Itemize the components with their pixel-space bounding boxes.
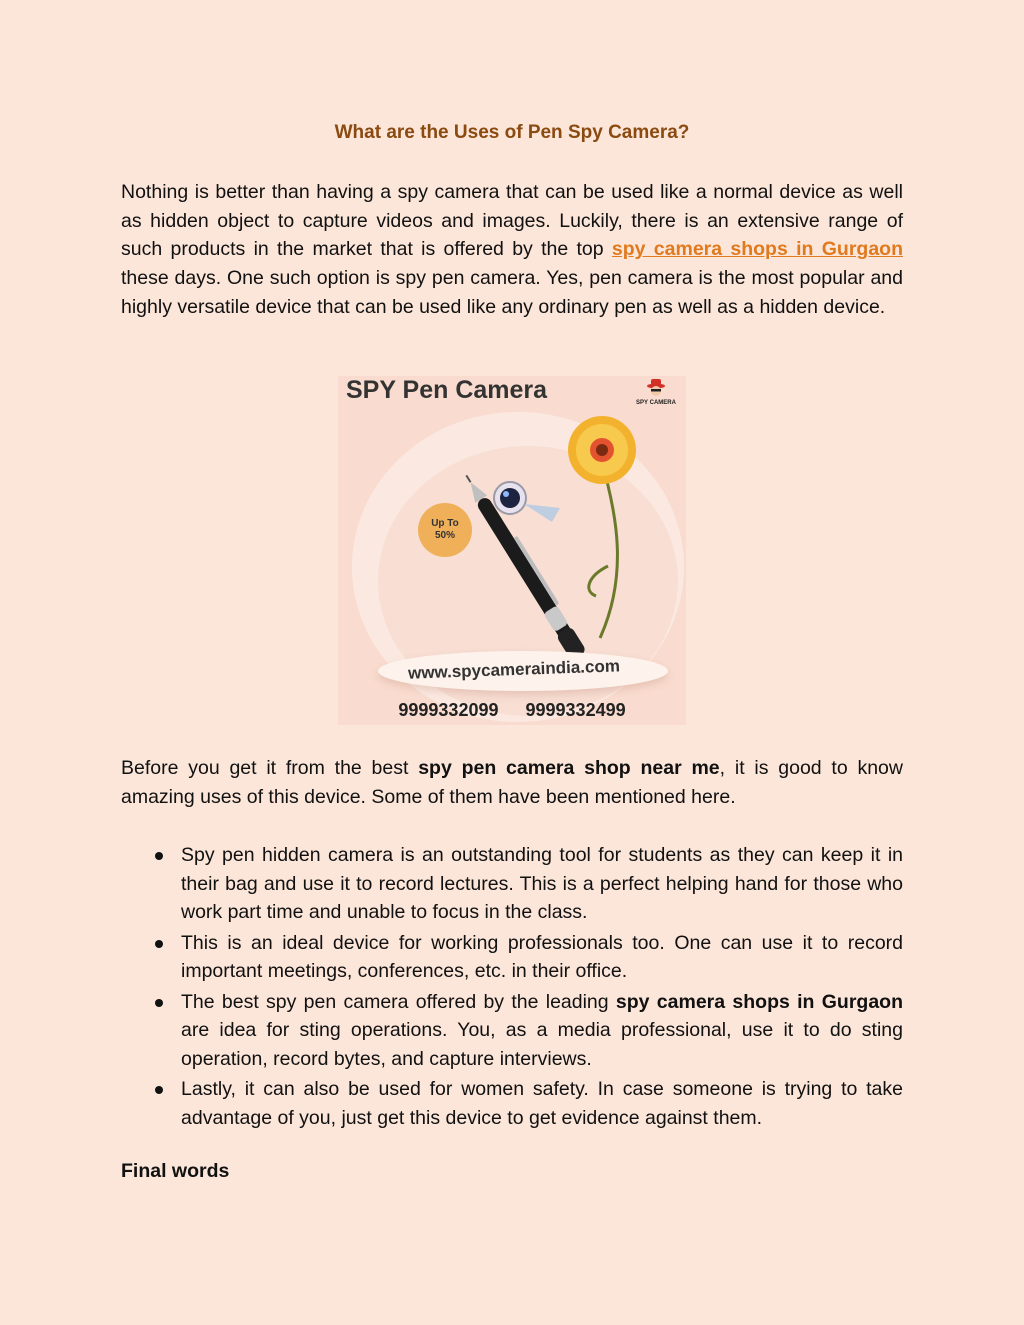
second-paragraph-start: Before you get it from the best [121,757,419,779]
discount-badge-line1: Up To [431,518,459,529]
intro-text-start: Nothing is better than having a spy camera that can be used like a normal device as well as hidden object to capture videos and images. Luckily, there is an extensive range of such products in the market that is offered by the top [121,181,903,261]
uses-list [121,841,903,1134]
bullet-icon [155,999,163,1007]
second-paragraph-bold: spy pen camera shop near me [418,757,720,779]
list-item-text-end: are idea for sting operations. You, as a media professional, use it to do sting operation, record bytes, and capture interviews. [181,1019,903,1070]
discount-badge [418,503,472,557]
phone-number-1: 9999332099 [398,700,499,720]
spy-camera-shops-link[interactable]: spy camera shops in Gurgaon [611,238,903,261]
final-words-heading: Final words [121,1160,230,1182]
list-item [121,1075,903,1132]
bullet-icon [155,940,163,948]
phone-numbers [338,700,686,721]
spy-pen-camera-image [338,376,686,725]
list-item-text: Lastly, it can also be used for women safety. In case someone is trying to take advantage of you, just get this device to get evidence against them. [181,1078,903,1129]
page-title: What are the Uses of Pen Spy Camera? [334,122,690,143]
phone-number-2: 9999332499 [525,700,626,720]
list-item-bold: spy camera shops in Gurgaon [615,990,903,1013]
list-item-text: Spy pen hidden camera is an outstanding tool for students as they can keep it in their bag and use it to record lectures. This is a perfect helping hand for those who work part time and unable to focus in the class. [181,844,903,924]
image-title: SPY Pen Camera [346,376,548,404]
list-item [121,841,903,927]
website-url: www.spycameraindia.com [407,656,621,683]
bullet-icon [155,1086,163,1094]
intro-text-end: these days. One such option is spy pen camera. Yes, pen camera is the most popular and highly versatile device that can be used like any ordinary pen as well as a hidden device. [121,267,903,318]
list-item-text: This is an ideal device for working professionals too. One can use it to record important meetings, conferences, etc. in their office. [181,931,903,983]
second-paragraph [121,754,903,811]
intro-paragraph [121,178,903,322]
second-paragraph-end: , it is good to know amazing uses of this device. Some of them have been mentioned here. [121,757,903,808]
brand-text: SPY CAMERA [636,400,676,406]
list-item-text-start: The best spy pen camera offered by the leading [181,990,616,1013]
discount-badge-line2: 50% [434,530,455,541]
list-item [121,988,903,1074]
bullet-icon [155,852,163,860]
list-item [121,929,903,986]
